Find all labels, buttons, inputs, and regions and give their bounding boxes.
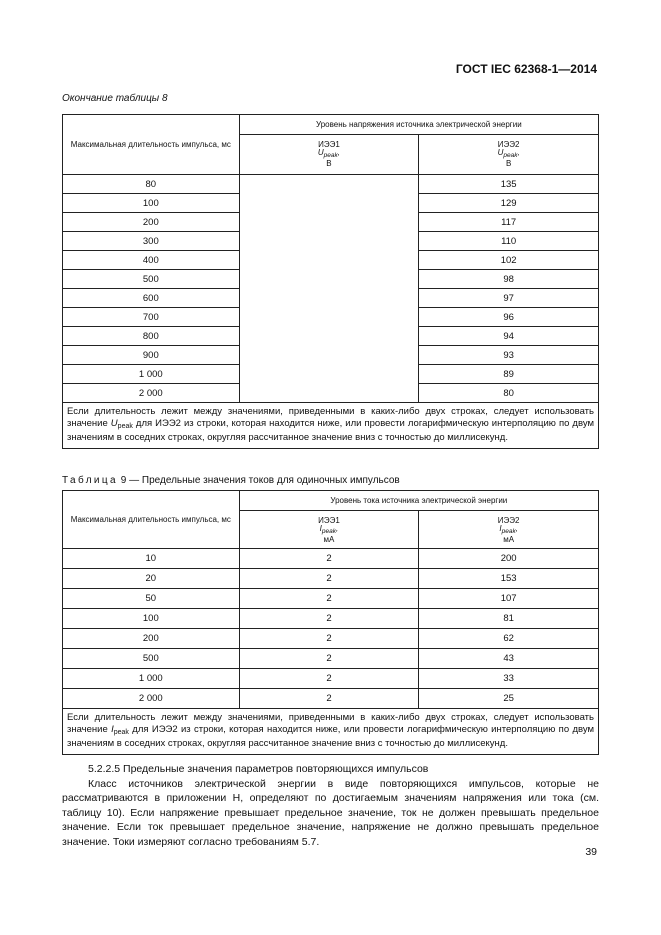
- table8-ees1-header: ИЭЭ1 $U_{peak}$, В: [239, 135, 419, 175]
- table8-duration-header: Максимальная длительность импульса, мс: [63, 115, 240, 175]
- table-8: [62, 114, 599, 449]
- ees2-value-cell: 110: [419, 232, 599, 251]
- document-id: ГОСТ IEC 62368-1—2014: [455, 62, 597, 76]
- duration-cell: 200: [63, 213, 240, 232]
- duration-cell: 500: [63, 649, 240, 669]
- table-row: [63, 669, 599, 689]
- ees2-value-cell: 33: [419, 669, 599, 689]
- ees1-value-cell: 2: [239, 589, 419, 609]
- table-row: [63, 649, 599, 669]
- ees2-value-cell: 97: [419, 289, 599, 308]
- ees1-value-cell: 2: [239, 649, 419, 669]
- duration-cell: 100: [63, 194, 240, 213]
- ees2-value-cell: 80: [419, 384, 599, 403]
- table-row: [63, 549, 599, 569]
- ees2-value-cell: 129: [419, 194, 599, 213]
- ees1-value-cell: 2: [239, 609, 419, 629]
- page-number: 39: [585, 846, 597, 858]
- duration-cell: 2 000: [63, 384, 240, 403]
- ees2-value-cell: 96: [419, 308, 599, 327]
- table9-ees2-header: ИЭЭ2 $I_{peak}$, мА: [419, 511, 599, 549]
- duration-cell: 500: [63, 270, 240, 289]
- table-row: [63, 609, 599, 629]
- table9-duration-header: Максимальная длительность импульса, мс: [63, 491, 240, 549]
- duration-cell: 1 000: [63, 365, 240, 384]
- ees2-value-cell: 62: [419, 629, 599, 649]
- table8-caption: Окончание таблицы 8: [62, 93, 168, 104]
- ees2-value-cell: 200: [419, 549, 599, 569]
- duration-cell: 50: [63, 589, 240, 609]
- table8-ees2-header: ИЭЭ2 $U_{peak}$, В: [419, 135, 599, 175]
- table8-group-header: Уровень напряжения источника электрической энергии: [239, 115, 598, 135]
- ees1-value-cell: 2: [239, 669, 419, 689]
- duration-cell: 600: [63, 289, 240, 308]
- ees2-value-cell: 43: [419, 649, 599, 669]
- duration-cell: 300: [63, 232, 240, 251]
- table9-note: Если длительность лежит между значениями, приведенными в каких-либо двух строках, следует использовать значение $I_{peak}$ для ИЭЭ2 из строки, которая находится ниже, или провести логарифмическую интерполяцию по двум значениям в соседних строках, округляя рассчитанное значение вниз с точностью до миллисекунд.: [63, 709, 599, 755]
- table9-caption: Таблица 9 — Предельные значения токов для одиночных импульсов: [62, 475, 400, 486]
- ees2-value-cell: 94: [419, 327, 599, 346]
- ees2-value-cell: 25: [419, 689, 599, 709]
- section-paragraph: Класс источников электрической энергии в виде повторяющихся импульсов, которые не рассматриваются в приложении Н, определяют по достигаемым значениям напряжения или тока (см. таблицу 10). Если напряжение превышает предельное значение, ток не должен превышать предельное значение. Если ток превышает предельное значение, напряжение не должно превышать предельное значение. Токи измеряют согласно требованиям 5.7.: [62, 777, 599, 848]
- duration-cell: 10: [63, 549, 240, 569]
- ees2-value-cell: 107: [419, 589, 599, 609]
- table-row: [63, 569, 599, 589]
- duration-cell: 800: [63, 327, 240, 346]
- ees2-value-cell: 93: [419, 346, 599, 365]
- duration-cell: 700: [63, 308, 240, 327]
- duration-cell: 900: [63, 346, 240, 365]
- table8-note: Если длительность лежит между значениями, приведенными в каких-либо двух строках, следует использовать значение $U_{peak}$ для ИЭЭ2 из строки, которая находится ниже, или провести логарифмическую интерполяцию по двум значениям в соседних строках, округляя рассчитанное значение вниз с точностью до миллисекунд.: [63, 403, 599, 449]
- table9-group-header: Уровень тока источника электрической энергии: [239, 491, 598, 511]
- table-row: [63, 589, 599, 609]
- table-9: [62, 490, 599, 755]
- ees1-value-cell: 2: [239, 689, 419, 709]
- duration-cell: 2 000: [63, 689, 240, 709]
- duration-cell: 1 000: [63, 669, 240, 689]
- duration-cell: 200: [63, 629, 240, 649]
- table9-ees1-header: ИЭЭ1 $I_{peak}$, мА: [239, 511, 419, 549]
- ees2-value-cell: 117: [419, 213, 599, 232]
- ees2-value-cell: 102: [419, 251, 599, 270]
- ees1-value-cell: 2: [239, 549, 419, 569]
- ees2-value-cell: 89: [419, 365, 599, 384]
- section-title: 5.2.2.5 Предельные значения параметров повторяющихся импульсов: [88, 763, 429, 775]
- duration-cell: 80: [63, 175, 240, 194]
- ees2-value-cell: 98: [419, 270, 599, 289]
- duration-cell: 100: [63, 609, 240, 629]
- table-row: [63, 689, 599, 709]
- ees2-value-cell: 81: [419, 609, 599, 629]
- duration-cell: 20: [63, 569, 240, 589]
- table-row: [63, 175, 599, 194]
- table-row: [63, 629, 599, 649]
- duration-cell: 400: [63, 251, 240, 270]
- ees2-value-cell: 135: [419, 175, 599, 194]
- ees1-empty-cell: [239, 175, 419, 403]
- ees1-value-cell: 2: [239, 629, 419, 649]
- ees2-value-cell: 153: [419, 569, 599, 589]
- body-text: [62, 762, 599, 849]
- ees1-value-cell: 2: [239, 569, 419, 589]
